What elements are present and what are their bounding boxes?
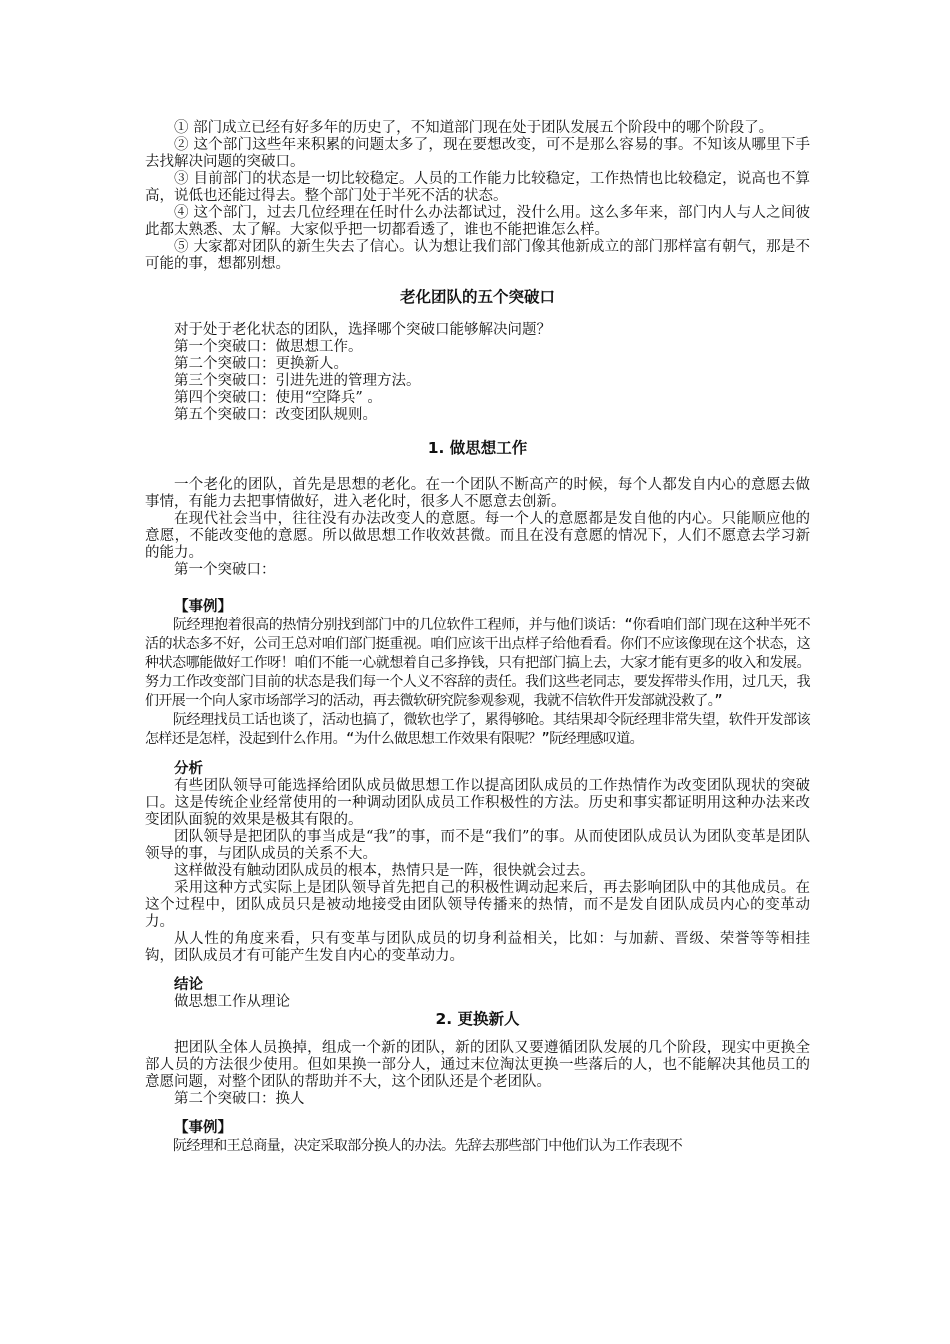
breakthrough-5: 第五个突破口：改变团队规则。	[174, 407, 377, 423]
intro-item-5: ⑤ 大家都对团队的新生失去了信心。认为想让我们部门像其他新成立的部门那样富有朝气，那是不可能的事，想都别想。	[145, 239, 810, 272]
part1-case-label: 【事例】	[174, 599, 232, 615]
part1-analysis-label: 分析	[174, 761, 203, 777]
part1-case-paragraph-2: 阮经理找员工话也谈了，活动也搞了，微软也学了，累得够呛。其结果却令阮经理非常失望，软件开发部该怎样还是怎样，没起到什么作用。“为什么做思想工作效果有限呢？”阮经理感叹道。	[145, 712, 810, 747]
part1-analysis-paragraph-5: 从人性的角度来看，只有变革与团队成员的切身利益相关，比如：与加薪、晋级、荣誉等等相挂钩，团队成员才有可能产生发自内心的变革动力。	[145, 931, 810, 964]
part2-paragraph-1: 把团队全体人员换掉，组成一个新的团队，新的团队又要遵循团队发展的几个阶段，现实中更换全部人员的方法很少使用。但如果换一部分人，通过末位淘汰更换一些落后的人，也不能解决其他员工的意愿问题，对整个团队的帮助并不大，这个团队还是个老团队。	[145, 1040, 810, 1090]
part1-conclusion-text: 做思想工作从理论	[174, 994, 290, 1010]
breakthrough-2: 第二个突破口：更换新人。	[174, 356, 348, 372]
intro-item-2: ② 这个部门这些年来积累的问题太多了，现在要想改变，可不是那么容易的事。不知该从哪里下手去找解决问题的突破口。	[145, 137, 810, 170]
part2-case-label: 【事例】	[174, 1120, 232, 1136]
part1-analysis-paragraph-2: 团队领导是把团队的事当成是“我”的事，而不是“我们”的事。从而使团队成员认为团队变革是团队领导的事，与团队成员的关系不大。	[145, 829, 810, 862]
part2-paragraph-2: 第二个突破口：换人	[174, 1091, 305, 1107]
section-title: 老化团队的五个突破口	[399, 288, 555, 306]
part1-analysis-paragraph-3: 这样做没有触动团队成员的根本，热情只是一阵，很快就会过去。	[174, 863, 595, 879]
part2-title: 2. 更换新人	[435, 1010, 520, 1028]
document-page	[145, 120, 810, 1156]
part1-analysis-paragraph-4: 采用这种方式实际上是团队领导首先把自己的积极性调动起来后，再去影响团队中的其他成员。在这个过程中，团队成员只是被动地接受由团队领导传播来的热情，而不是发自团队成员内心的变革动力。	[145, 880, 810, 930]
part1-case-paragraph-1: 阮经理抱着很高的热情分别找到部门中的几位软件工程师，并与他们谈话：“你看咱们部门现在这种半死不活的状态多不好，公司王总对咱们部门挺重视。咱们应该干出点样子给他看看。你们不应该像现在这个状态，这种状态哪能做好工作呀！咱们不能一心就想着自己多挣钱，只有把部门搞上去，大家才能有更多的收入和发展。努力工作改变部门目前的状态是我们每一个人义不容辞的责任。我们这些老同志，要发挥带头作用，过几天，我们开展一个向人家市场部学习的活动，再去微软研究院参观参观，我就不信软件开发部就没救了。”	[145, 617, 810, 709]
part1-title: 1. 做思想工作	[427, 439, 528, 457]
intro-item-1: ① 部门成立已经有好多年的历史了，不知道部门现在处于团队发展五个阶段中的哪个阶段了。	[174, 120, 774, 136]
part1-analysis-paragraph-1: 有些团队领导可能选择给团队成员做思想工作以提高团队成员的工作热情作为改变团队现状的突破口。这是传统企业经常使用的一种调动团队成员工作积极性的方法。历史和事实都证明用这种办法来改变团队面貌的效果是极其有限的。	[145, 778, 810, 828]
intro-item-4: ④ 这个部门，过去几位经理在任时什么办法都试过，没什么用。这么多年来，部门内人与人之间彼此都太熟悉、太了解。大家似乎把一切都看透了，谁也不能把谁怎么样。	[145, 205, 810, 238]
part1-paragraph-2: 在现代社会当中，往往没有办法改变人的意愿。每一个人的意愿都是发自他的内心。只能顺应他的意愿，不能改变他的意愿。所以做思想工作收效甚微。而且在没有意愿的情况下，人们不愿意去学习新的能力。	[145, 511, 810, 561]
breakthrough-1: 第一个突破口：做思想工作。	[174, 339, 363, 355]
part1-conclusion-label: 结论	[174, 977, 203, 993]
section-intro: 对于处于老化状态的团队，选择哪个突破口能够解决问题？	[174, 322, 551, 338]
breakthrough-3: 第三个突破口：引进先进的管理方法。	[174, 373, 421, 389]
part1-paragraph-1: 一个老化的团队，首先是思想的老化。在一个团队不断高产的时候，每个人都发自内心的意愿去做事情，有能力去把事情做好，进入老化时，很多人不愿意去创新。	[145, 477, 810, 510]
intro-item-3: ③ 目前部门的状态是一切比较稳定。人员的工作能力比较稳定，工作热情也比较稳定，说高也不算高，说低也还能过得去。整个部门处于半死不活的状态。	[145, 171, 810, 204]
breakthrough-4: 第四个突破口：使用“空降兵” 。	[174, 390, 382, 406]
part1-paragraph-3: 第一个突破口：	[174, 562, 276, 578]
part2-case-text: 阮经理和王总商量，决定采取部分换人的办法。先辞去那些部门中他们认为工作表现不	[173, 1138, 683, 1154]
